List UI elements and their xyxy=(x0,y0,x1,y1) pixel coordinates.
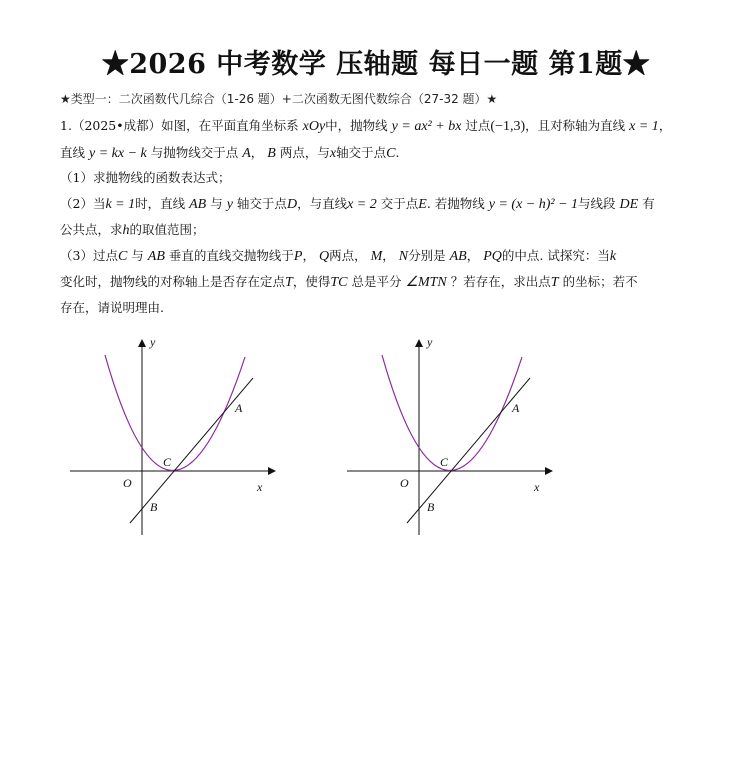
axis-equation: x = 1 xyxy=(629,119,659,134)
coordinate-graph xyxy=(65,335,280,540)
point-C: C xyxy=(386,146,396,161)
var-k: k xyxy=(609,249,617,264)
point-T: T xyxy=(285,275,293,290)
text: ， xyxy=(302,248,315,263)
segment-AB: AB xyxy=(449,249,467,264)
text: 中，抛物线 xyxy=(325,118,388,133)
question-3-line-3: 存在，请说明理由. xyxy=(60,300,164,315)
var-x: x xyxy=(329,146,337,161)
text: ， xyxy=(466,248,480,263)
text: 直线 xyxy=(60,145,86,160)
figure-left xyxy=(65,335,280,544)
text: 的取值范围； xyxy=(129,222,205,237)
point-T: T xyxy=(550,275,559,290)
segment-DE: DE xyxy=(619,197,639,212)
text: ，与直线 xyxy=(297,196,348,211)
text: 两点， xyxy=(329,248,367,263)
text: 公共点，求 xyxy=(60,222,123,237)
origin-label: O xyxy=(400,476,409,490)
text: （3）过点 xyxy=(60,248,118,263)
text: 垂直的直线交抛物线于 xyxy=(168,248,294,263)
point-A-label: A xyxy=(235,401,243,415)
point-A: A xyxy=(242,146,251,161)
coordinate-graph xyxy=(342,335,557,540)
problem-line-2 xyxy=(60,140,700,167)
problem-number: 1. xyxy=(60,118,72,133)
point-P: P xyxy=(293,249,303,264)
x-axis-label: x xyxy=(534,480,540,494)
line-x-2: x = 2 xyxy=(347,197,377,212)
x-axis-label: x xyxy=(257,480,263,494)
point-E: E xyxy=(418,197,427,212)
coord-system: xOy xyxy=(302,119,326,134)
problem-source: （2025•成都） xyxy=(71,118,162,133)
question-3-line-1 xyxy=(60,243,700,270)
angle-MTN: ∠MTN xyxy=(405,275,447,290)
text: . 若抛物线 xyxy=(426,196,485,211)
point-C-label: C xyxy=(440,455,449,469)
text: 两点，与 xyxy=(279,145,330,160)
point-A-label: A xyxy=(512,401,520,415)
text: ， xyxy=(658,118,672,133)
text: . xyxy=(395,145,400,160)
point-C-label: C xyxy=(163,455,172,469)
point-C: C xyxy=(117,249,128,264)
text: 总是平分 xyxy=(351,274,402,289)
text: （2）当 xyxy=(60,196,106,211)
text: ，使得 xyxy=(292,274,331,289)
text: 与 xyxy=(131,248,144,263)
k-value: k = 1 xyxy=(105,197,136,212)
line-kx-k xyxy=(407,378,530,523)
question-1: （1）求抛物线的函数表达式； xyxy=(60,170,231,185)
parabola-equation: y = ax² + bx xyxy=(391,119,462,134)
text: 轴交于点 xyxy=(336,145,387,160)
line-kx-k xyxy=(130,378,253,523)
text: 的坐标；若不 xyxy=(562,274,638,289)
question-2-line-1 xyxy=(60,191,700,218)
segment-TC: TC xyxy=(330,275,348,290)
text: 有 xyxy=(642,196,655,211)
given-point: (−1,3) xyxy=(490,119,526,134)
text: 如图，在平面直角坐标系 xyxy=(161,118,299,133)
text: ，且对称轴为直线 xyxy=(525,118,626,133)
segment-AB: AB xyxy=(147,249,165,264)
text: ， xyxy=(250,145,264,160)
text: 与 xyxy=(210,196,223,211)
origin-label: O xyxy=(123,476,132,490)
question-3-line-2 xyxy=(60,269,700,296)
var-y: y xyxy=(226,197,233,212)
text: 与线段 xyxy=(578,196,616,211)
question-2-line-2 xyxy=(60,217,700,244)
text: 交于点 xyxy=(380,196,419,211)
text: 变化时，抛物线的对称轴上是否存在定点 xyxy=(60,274,286,289)
text: 的中点. 试探究：当 xyxy=(501,248,610,263)
point-B-label: B xyxy=(150,500,158,514)
text: 轴交于点 xyxy=(236,196,287,211)
segment-AB: AB xyxy=(189,197,207,212)
point-N: N xyxy=(398,249,409,264)
y-axis-label: y xyxy=(427,335,433,349)
text: 分别是 xyxy=(408,248,446,263)
segment-PQ: PQ xyxy=(483,249,502,264)
point-B-label: B xyxy=(427,500,435,514)
point-Q: Q xyxy=(318,249,330,264)
y-axis-label: y xyxy=(150,335,156,349)
text: 时，直线 xyxy=(135,196,186,211)
text: ？若存在，求出点 xyxy=(450,274,551,289)
point-M: M xyxy=(370,249,383,264)
text: ， xyxy=(382,248,395,263)
text: 过点 xyxy=(465,118,491,133)
var-h: h xyxy=(122,223,130,238)
point-B: B xyxy=(267,146,276,161)
translated-parabola: y = (x − h)² − 1 xyxy=(488,197,579,212)
problem-type-subtitle: ★类型一：二次函数代几综合（1-26 题）+二次函数无图代数综合（27-32 题）★ xyxy=(60,92,498,106)
point-D: D xyxy=(286,197,298,212)
figure-right xyxy=(342,335,557,544)
problem-line-1 xyxy=(60,113,700,140)
page-title: ★2026 中考数学 压轴题 每日一题 第1题★ xyxy=(101,49,651,80)
text: 与抛物线交于点 xyxy=(150,145,239,160)
line-equation: y = kx − k xyxy=(89,146,147,161)
